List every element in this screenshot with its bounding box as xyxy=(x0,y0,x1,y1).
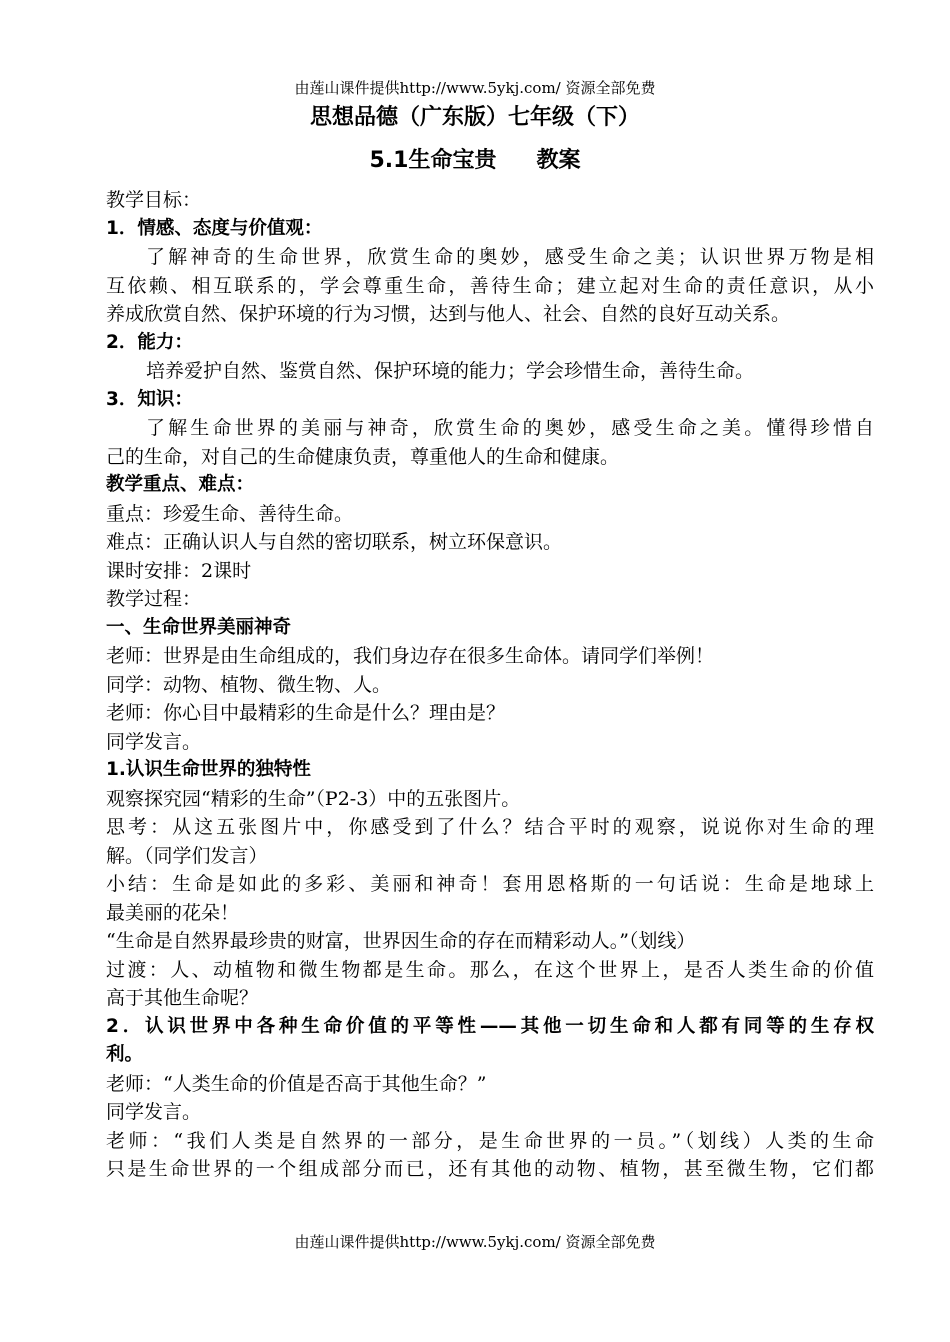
section-heading: 1.认识生命世界的独特性 xyxy=(106,759,311,780)
body-text-line: 同学：动物、植物、微生物、人。 xyxy=(106,673,392,696)
body-text-line: 养成欣赏自然、保护环境的行为习惯，达到与他人、社会、自然的良好互动关系。 xyxy=(106,303,791,325)
document-body xyxy=(106,186,874,1184)
body-text-line: 了解神奇的生命世界，欣赏生命的奥妙，感受生命之美；认识世界万物是相 xyxy=(146,246,874,268)
body-text-line: 解。（同学们发言） xyxy=(106,844,268,867)
section-heading: 教学重点、难点： xyxy=(106,474,255,495)
body-text-line: 小结：生命是如此的多彩、美丽和神奇！套用恩格斯的一句话说：生命是地球上 xyxy=(106,873,874,895)
body-text-line: 了解生命世界的美丽与神奇，欣赏生命的奥妙，感受生命之美。懂得珍惜自 xyxy=(146,417,874,439)
body-text-line: 互依赖、相互联系的，学会尊重生命，善待生命；建立起对生命的责任意识，从小 xyxy=(106,274,874,297)
body-text-line: 课时安排：2课时 xyxy=(106,559,252,582)
lesson-title-suffix: 教案 xyxy=(536,148,581,173)
section-heading: 利。 xyxy=(106,1044,144,1065)
lesson-title xyxy=(0,146,950,176)
body-text-line: 老师：你心目中最精彩的生命是什么？理由是？ xyxy=(106,702,506,724)
document-title: 思想品德（广东版）七年级（下） xyxy=(309,105,640,130)
body-text-line: 培养爱护自然、鉴赏自然、保护环境的能力；学会珍惜生命，善待生命。 xyxy=(146,360,755,382)
section-heading: 3．知识： xyxy=(106,388,193,410)
body-text-line: 最美丽的花朵！ xyxy=(106,901,240,924)
section-heading: 2．能力： xyxy=(106,331,193,353)
body-text-line: 思考：从这五张图片中，你感受到了什么？结合平时的观察，说说你对生命的理 xyxy=(106,816,874,838)
body-text-line: 难点：正确认识人与自然的密切联系，树立环保意识。 xyxy=(106,531,563,553)
body-text-line: 同学发言。 xyxy=(106,730,202,753)
section-heading: 1．情感、态度与价值观： xyxy=(106,217,323,239)
body-text-line: 老师：世界是由生命组成的，我们身边存在很多生命体。请同学们举例！ xyxy=(106,645,715,667)
page-footer: 由莲山课件提供http://www.5ykj.com/ 资源全部免费 xyxy=(294,1233,656,1251)
body-text-line: 只是生命世界的一个组成部分而已，还有其他的动物、植物，甚至微生物，它们都 xyxy=(106,1158,874,1180)
body-text-line: “生命是自然界最珍贵的财富，世界因生命的存在而精彩动人。”（划线） xyxy=(106,930,696,952)
body-text-line: 老师：“人类生命的价值是否高于其他生命？” xyxy=(106,1072,487,1095)
body-text-line: 教学目标： xyxy=(106,189,202,211)
body-text-line: 己的生命，对自己的生命健康负责，尊重他人的生命和健康。 xyxy=(106,445,620,468)
body-text-line: 同学发言。 xyxy=(106,1101,202,1123)
section-heading: 2．认识世界中各种生命价值的平等性——其他一切生命和人都有同等的生存权 xyxy=(106,1015,874,1037)
section-heading: 一、生命世界美丽神奇 xyxy=(106,616,292,638)
body-text-line: 过渡：人、动植物和微生物都是生命。那么，在这个世界上，是否人类生命的价值 xyxy=(106,958,874,981)
body-text-line: 观察探究园“精彩的生命”（P2-3）中的五张图片。 xyxy=(106,787,521,810)
lesson-title-main: 5.1生命宝贵 xyxy=(369,148,497,173)
body-text-line: 高于其他生命呢？ xyxy=(106,987,259,1009)
body-text-line: 教学过程： xyxy=(106,588,202,610)
body-text-line: 重点：珍爱生命、善待生命。 xyxy=(106,502,354,525)
page-header: 由莲山课件提供http://www.5ykj.com/ 资源全部免费 xyxy=(294,79,656,97)
body-text-line: 老师：“我们人类是自然界的一部分，是生命世界的一员。”（划线）人类的生命 xyxy=(106,1129,874,1152)
